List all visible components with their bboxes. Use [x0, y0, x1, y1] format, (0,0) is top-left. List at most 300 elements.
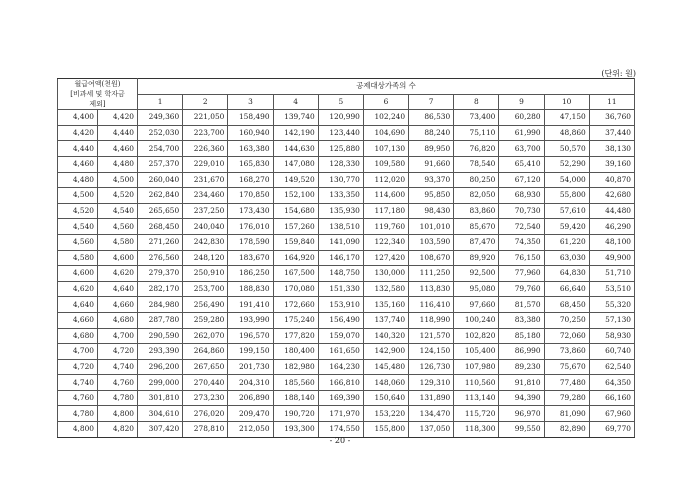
tax-amount-cell: 161,650: [318, 344, 363, 360]
tax-amount-cell: 185,560: [273, 375, 318, 391]
wage-range-cell: 4,400: [58, 110, 98, 126]
tax-amount-cell: 80,250: [454, 172, 499, 188]
tax-amount-cell: 52,290: [544, 156, 589, 172]
tax-amount-cell: 118,990: [409, 312, 454, 328]
tax-amount-cell: 260,040: [138, 172, 183, 188]
tax-amount-cell: 79,760: [499, 281, 544, 297]
tax-amount-cell: 93,370: [409, 172, 454, 188]
tax-amount-cell: 77,480: [544, 375, 589, 391]
table-row: [58, 375, 635, 391]
tax-amount-cell: 69,770: [589, 422, 634, 438]
table-row: [58, 390, 635, 406]
tax-amount-cell: 108,670: [409, 250, 454, 266]
tax-amount-cell: 47,150: [544, 110, 589, 126]
tax-amount-cell: 85,180: [499, 328, 544, 344]
tax-amount-cell: 153,910: [318, 297, 363, 313]
tax-amount-cell: 278,810: [183, 422, 228, 438]
table-row: [58, 250, 635, 266]
tax-amount-cell: 91,660: [409, 156, 454, 172]
tax-amount-cell: 155,800: [363, 422, 408, 438]
tax-amount-cell: 234,460: [183, 188, 228, 204]
tax-amount-cell: 175,240: [273, 312, 318, 328]
tax-amount-cell: 85,670: [454, 219, 499, 235]
tax-amount-cell: 107,980: [454, 359, 499, 375]
tax-amount-cell: 40,870: [589, 172, 634, 188]
tax-amount-cell: 117,180: [363, 203, 408, 219]
tax-amount-cell: 142,190: [273, 125, 318, 141]
tax-amount-cell: 221,050: [183, 110, 228, 126]
tax-amount-cell: 193,990: [228, 312, 273, 328]
family-count-cell: 2: [183, 94, 228, 110]
wage-range-cell: 4,800: [98, 406, 138, 422]
tax-amount-cell: 299,000: [138, 375, 183, 391]
tax-amount-cell: 72,060: [544, 328, 589, 344]
tax-amount-cell: 180,400: [273, 344, 318, 360]
tax-amount-cell: 229,010: [183, 156, 228, 172]
wage-range-cell: 4,600: [58, 266, 98, 282]
tax-amount-cell: 86,530: [409, 110, 454, 126]
tax-amount-cell: 110,560: [454, 375, 499, 391]
tax-amount-cell: 237,250: [183, 203, 228, 219]
tax-amount-cell: 270,440: [183, 375, 228, 391]
tax-amount-cell: 254,700: [138, 141, 183, 157]
tax-amount-cell: 159,070: [318, 328, 363, 344]
tax-amount-cell: 212,050: [228, 422, 273, 438]
tax-amount-cell: 79,280: [544, 390, 589, 406]
header-row-top: [58, 79, 635, 95]
tax-amount-cell: 174,550: [318, 422, 363, 438]
wage-range-cell: 4,440: [58, 141, 98, 157]
tax-amount-cell: 46,290: [589, 219, 634, 235]
tax-amount-cell: 42,680: [589, 188, 634, 204]
tax-amount-cell: 191,410: [228, 297, 273, 313]
tax-amount-cell: 91,810: [499, 375, 544, 391]
table-row: [58, 422, 635, 438]
tax-amount-cell: 125,880: [318, 141, 363, 157]
tax-amount-cell: 63,030: [544, 250, 589, 266]
tax-amount-cell: 151,330: [318, 281, 363, 297]
tax-amount-cell: 182,980: [273, 359, 318, 375]
wage-range-cell: 4,560: [98, 219, 138, 235]
wage-header-line: [비과세 및 학자금: [70, 90, 125, 99]
wage-range-cell: 4,780: [58, 406, 98, 422]
tax-amount-cell: 73,400: [454, 110, 499, 126]
tax-amount-cell: 96,970: [499, 406, 544, 422]
tax-amount-cell: 78,540: [454, 156, 499, 172]
tax-amount-cell: 284,980: [138, 297, 183, 313]
tax-amount-cell: 223,700: [183, 125, 228, 141]
tax-amount-cell: 262,840: [138, 188, 183, 204]
tax-amount-cell: 242,830: [183, 234, 228, 250]
family-count-cell: 4: [273, 94, 318, 110]
tax-amount-cell: 57,610: [544, 203, 589, 219]
wage-range-cell: 4,420: [98, 110, 138, 126]
tax-amount-cell: 59,420: [544, 219, 589, 235]
tax-amount-cell: 150,640: [363, 390, 408, 406]
tax-amount-cell: 171,970: [318, 406, 363, 422]
tax-amount-cell: 89,920: [454, 250, 499, 266]
wage-range-cell: 4,580: [98, 234, 138, 250]
tax-amount-cell: 147,080: [273, 156, 318, 172]
tax-amount-cell: 146,170: [318, 250, 363, 266]
tax-amount-cell: 256,490: [183, 297, 228, 313]
header-row-counts: [58, 94, 635, 110]
tax-amount-cell: 113,140: [454, 390, 499, 406]
tax-amount-cell: 89,950: [409, 141, 454, 157]
wage-range-cell: 4,660: [98, 297, 138, 313]
tax-amount-cell: 114,600: [363, 188, 408, 204]
tax-amount-cell: 105,400: [454, 344, 499, 360]
tax-amount-cell: 165,830: [228, 156, 273, 172]
tax-amount-cell: 126,730: [409, 359, 454, 375]
tax-amount-cell: 188,830: [228, 281, 273, 297]
tax-amount-cell: 142,900: [363, 344, 408, 360]
wage-range-cell: 4,560: [58, 234, 98, 250]
tax-amount-cell: 137,740: [363, 312, 408, 328]
tax-amount-cell: 92,500: [454, 266, 499, 282]
table-row: [58, 344, 635, 360]
tax-amount-cell: 172,660: [273, 297, 318, 313]
tax-amount-cell: 307,420: [138, 422, 183, 438]
tax-amount-cell: 271,260: [138, 234, 183, 250]
wage-range-cell: 4,520: [98, 188, 138, 204]
tax-amount-cell: 72,540: [499, 219, 544, 235]
tax-amount-cell: 44,480: [589, 203, 634, 219]
tax-amount-cell: 127,420: [363, 250, 408, 266]
tax-amount-cell: 193,300: [273, 422, 318, 438]
tax-amount-cell: 159,840: [273, 234, 318, 250]
tax-amount-cell: 154,680: [273, 203, 318, 219]
tax-amount-cell: 248,120: [183, 250, 228, 266]
tax-amount-cell: 167,500: [273, 266, 318, 282]
tax-amount-cell: 183,670: [228, 250, 273, 266]
tax-amount-cell: 156,490: [318, 312, 363, 328]
tax-amount-cell: 129,310: [409, 375, 454, 391]
wage-header-line: 월급여액(천원): [74, 80, 121, 89]
tax-amount-cell: 137,050: [409, 422, 454, 438]
tax-amount-cell: 50,570: [544, 141, 589, 157]
tax-amount-cell: 135,160: [363, 297, 408, 313]
tax-amount-cell: 98,430: [409, 203, 454, 219]
tax-amount-cell: 123,440: [318, 125, 363, 141]
tax-amount-cell: 132,580: [363, 281, 408, 297]
tax-amount-cell: 160,940: [228, 125, 273, 141]
tax-amount-cell: 102,240: [363, 110, 408, 126]
tax-amount-cell: 119,760: [363, 219, 408, 235]
tax-amount-cell: 128,330: [318, 156, 363, 172]
tax-amount-cell: 65,410: [499, 156, 544, 172]
wage-range-cell: 4,680: [58, 328, 98, 344]
tax-amount-cell: 139,740: [273, 110, 318, 126]
tax-amount-cell: 89,230: [499, 359, 544, 375]
tax-amount-cell: 282,170: [138, 281, 183, 297]
tax-amount-cell: 94,390: [499, 390, 544, 406]
table-row: [58, 125, 635, 141]
wage-range-cell: 4,600: [98, 250, 138, 266]
tax-amount-cell: 87,470: [454, 234, 499, 250]
tax-amount-cell: 36,760: [589, 110, 634, 126]
tax-amount-cell: 102,820: [454, 328, 499, 344]
table-row: [58, 203, 635, 219]
tax-amount-cell: 138,510: [318, 219, 363, 235]
tax-amount-cell: 70,730: [499, 203, 544, 219]
wage-header: [58, 79, 138, 110]
tax-amount-cell: 124,150: [409, 344, 454, 360]
family-count-cell: 6: [363, 94, 408, 110]
table-row: [58, 359, 635, 375]
tax-amount-cell: 64,350: [589, 375, 634, 391]
tax-amount-cell: 296,200: [138, 359, 183, 375]
tax-amount-cell: 304,610: [138, 406, 183, 422]
wage-range-cell: 4,780: [98, 390, 138, 406]
tax-amount-cell: 109,580: [363, 156, 408, 172]
tax-amount-cell: 81,090: [544, 406, 589, 422]
wage-range-cell: 4,420: [58, 125, 98, 141]
wage-range-cell: 4,700: [58, 344, 98, 360]
tax-amount-cell: 115,720: [454, 406, 499, 422]
tax-amount-cell: 76,150: [499, 250, 544, 266]
tax-amount-cell: 148,060: [363, 375, 408, 391]
tax-amount-cell: 83,380: [499, 312, 544, 328]
wage-range-cell: 4,660: [58, 312, 98, 328]
tax-amount-cell: 39,160: [589, 156, 634, 172]
table-row: [58, 281, 635, 297]
tax-amount-cell: 67,960: [589, 406, 634, 422]
tax-amount-cell: 250,910: [183, 266, 228, 282]
tax-amount-cell: 190,720: [273, 406, 318, 422]
tax-amount-cell: 68,450: [544, 297, 589, 313]
tax-amount-cell: 201,730: [228, 359, 273, 375]
tax-amount-cell: 122,340: [363, 234, 408, 250]
tax-amount-cell: 290,590: [138, 328, 183, 344]
tax-amount-cell: 249,360: [138, 110, 183, 126]
wage-range-cell: 4,620: [98, 266, 138, 282]
page-number: - 20 -: [329, 436, 351, 445]
tax-amount-cell: 76,820: [454, 141, 499, 157]
tax-amount-cell: 231,670: [183, 172, 228, 188]
family-count-cell: 1: [138, 94, 183, 110]
tax-amount-cell: 226,360: [183, 141, 228, 157]
tax-amount-cell: 60,740: [589, 344, 634, 360]
tax-amount-cell: 88,240: [409, 125, 454, 141]
tax-amount-cell: 130,770: [318, 172, 363, 188]
tax-amount-cell: 63,700: [499, 141, 544, 157]
tax-amount-cell: 279,370: [138, 266, 183, 282]
wage-range-cell: 4,740: [58, 375, 98, 391]
tax-amount-cell: 66,640: [544, 281, 589, 297]
tax-amount-cell: 169,390: [318, 390, 363, 406]
tax-amount-cell: 70,250: [544, 312, 589, 328]
tax-amount-cell: 81,570: [499, 297, 544, 313]
wage-range-cell: 4,620: [58, 281, 98, 297]
table-row: [58, 234, 635, 250]
tax-amount-cell: 54,000: [544, 172, 589, 188]
wage-range-cell: 4,460: [58, 156, 98, 172]
tax-amount-cell: 164,230: [318, 359, 363, 375]
tax-amount-cell: 168,270: [228, 172, 273, 188]
tax-amount-cell: 73,860: [544, 344, 589, 360]
tax-amount-cell: 83,860: [454, 203, 499, 219]
family-count-cell: 9: [499, 94, 544, 110]
tax-amount-cell: 163,380: [228, 141, 273, 157]
tax-amount-cell: 178,590: [228, 234, 273, 250]
tax-amount-cell: 149,520: [273, 172, 318, 188]
family-count-header: 공제대상가족의 수: [138, 79, 635, 95]
tax-amount-cell: 133,350: [318, 188, 363, 204]
tax-amount-cell: 157,260: [273, 219, 318, 235]
tax-amount-cell: 104,690: [363, 125, 408, 141]
tax-amount-cell: 118,300: [454, 422, 499, 438]
table-row: [58, 297, 635, 313]
tax-amount-cell: 268,450: [138, 219, 183, 235]
tax-amount-cell: 148,750: [318, 266, 363, 282]
wage-range-cell: 4,580: [58, 250, 98, 266]
tax-amount-cell: 276,560: [138, 250, 183, 266]
tax-amount-cell: 131,890: [409, 390, 454, 406]
tax-amount-cell: 121,570: [409, 328, 454, 344]
tax-amount-cell: 101,010: [409, 219, 454, 235]
wage-range-cell: 4,500: [58, 188, 98, 204]
tax-amount-cell: 97,660: [454, 297, 499, 313]
tax-amount-cell: 61,220: [544, 234, 589, 250]
tax-amount-cell: 57,130: [589, 312, 634, 328]
tax-amount-cell: 60,280: [499, 110, 544, 126]
tax-amount-cell: 196,570: [228, 328, 273, 344]
tax-amount-cell: 48,100: [589, 234, 634, 250]
tax-amount-cell: 287,780: [138, 312, 183, 328]
wage-range-cell: 4,760: [58, 390, 98, 406]
tax-amount-cell: 176,010: [228, 219, 273, 235]
tax-amount-cell: 188,140: [273, 390, 318, 406]
tax-amount-cell: 77,960: [499, 266, 544, 282]
tax-amount-cell: 265,650: [138, 203, 183, 219]
tax-amount-cell: 153,220: [363, 406, 408, 422]
tax-amount-cell: 273,230: [183, 390, 228, 406]
tax-amount-cell: 55,800: [544, 188, 589, 204]
table-row: [58, 156, 635, 172]
tax-amount-cell: 67,120: [499, 172, 544, 188]
tax-amount-cell: 38,130: [589, 141, 634, 157]
table-row: [58, 110, 635, 126]
tax-amount-cell: 301,810: [138, 390, 183, 406]
table-body: [58, 110, 635, 437]
tax-amount-cell: 66,160: [589, 390, 634, 406]
table-row: [58, 188, 635, 204]
wage-range-cell: 4,760: [98, 375, 138, 391]
tax-amount-cell: 141,090: [318, 234, 363, 250]
tax-amount-cell: 95,080: [454, 281, 499, 297]
wage-range-cell: 4,680: [98, 312, 138, 328]
tax-amount-cell: 204,310: [228, 375, 273, 391]
wage-range-cell: 4,640: [98, 281, 138, 297]
family-count-cell: 11: [589, 94, 634, 110]
wage-range-cell: 4,800: [58, 422, 98, 438]
wage-range-cell: 4,720: [58, 359, 98, 375]
tax-amount-cell: 120,990: [318, 110, 363, 126]
tax-amount-cell: 111,250: [409, 266, 454, 282]
wage-range-cell: 4,740: [98, 359, 138, 375]
tax-amount-cell: 61,990: [499, 125, 544, 141]
tax-amount-cell: 177,820: [273, 328, 318, 344]
table-row: [58, 219, 635, 235]
tax-amount-cell: 82,050: [454, 188, 499, 204]
tax-amount-cell: 209,470: [228, 406, 273, 422]
table-row: [58, 266, 635, 282]
wage-range-cell: 4,460: [98, 141, 138, 157]
tax-amount-cell: 95,850: [409, 188, 454, 204]
table-row: [58, 312, 635, 328]
tax-amount-cell: 99,550: [499, 422, 544, 438]
tax-amount-cell: 170,850: [228, 188, 273, 204]
tax-amount-cell: 100,240: [454, 312, 499, 328]
table-row: [58, 406, 635, 422]
wage-header-line: 제외]: [89, 100, 106, 109]
tax-amount-cell: 86,990: [499, 344, 544, 360]
tax-amount-cell: 158,490: [228, 110, 273, 126]
family-count-cell: 5: [318, 94, 363, 110]
tax-amount-cell: 276,020: [183, 406, 228, 422]
unit-note: (단위: 원): [601, 69, 636, 78]
tax-amount-cell: 112,020: [363, 172, 408, 188]
tax-amount-cell: 75,670: [544, 359, 589, 375]
tax-amount-cell: 166,810: [318, 375, 363, 391]
tax-amount-cell: 58,930: [589, 328, 634, 344]
tax-amount-cell: 140,320: [363, 328, 408, 344]
tax-amount-cell: 259,280: [183, 312, 228, 328]
tax-amount-cell: 186,250: [228, 266, 273, 282]
tax-amount-cell: 170,080: [273, 281, 318, 297]
wage-range-cell: 4,540: [98, 203, 138, 219]
tax-amount-cell: 152,100: [273, 188, 318, 204]
tax-amount-cell: 267,650: [183, 359, 228, 375]
tax-amount-cell: 252,030: [138, 125, 183, 141]
tax-amount-cell: 293,390: [138, 344, 183, 360]
tax-amount-cell: 49,900: [589, 250, 634, 266]
family-count-cell: 10: [544, 94, 589, 110]
tax-amount-cell: 68,930: [499, 188, 544, 204]
tax-amount-cell: 145,480: [363, 359, 408, 375]
table-row: [58, 141, 635, 157]
tax-amount-cell: 51,710: [589, 266, 634, 282]
family-count-cell: 3: [228, 94, 273, 110]
tax-amount-cell: 75,110: [454, 125, 499, 141]
tax-amount-cell: 173,430: [228, 203, 273, 219]
tax-amount-cell: 113,830: [409, 281, 454, 297]
tax-amount-cell: 64,830: [544, 266, 589, 282]
tax-amount-cell: 74,350: [499, 234, 544, 250]
table-row: [58, 328, 635, 344]
wage-range-cell: 4,540: [58, 219, 98, 235]
tax-table: [57, 78, 635, 438]
tax-amount-cell: 48,860: [544, 125, 589, 141]
family-count-cell: 8: [454, 94, 499, 110]
tax-amount-cell: 253,700: [183, 281, 228, 297]
tax-amount-cell: 62,540: [589, 359, 634, 375]
tax-amount-cell: 240,040: [183, 219, 228, 235]
wage-range-cell: 4,700: [98, 328, 138, 344]
wage-range-cell: 4,820: [98, 422, 138, 438]
tax-amount-cell: 199,150: [228, 344, 273, 360]
tax-amount-cell: 103,590: [409, 234, 454, 250]
wage-range-cell: 4,500: [98, 172, 138, 188]
family-count-cell: 7: [409, 94, 454, 110]
wage-range-cell: 4,480: [98, 156, 138, 172]
tax-amount-cell: 206,890: [228, 390, 273, 406]
tax-amount-cell: 55,320: [589, 297, 634, 313]
tax-amount-cell: 134,470: [409, 406, 454, 422]
wage-range-cell: 4,640: [58, 297, 98, 313]
tax-amount-cell: 107,130: [363, 141, 408, 157]
